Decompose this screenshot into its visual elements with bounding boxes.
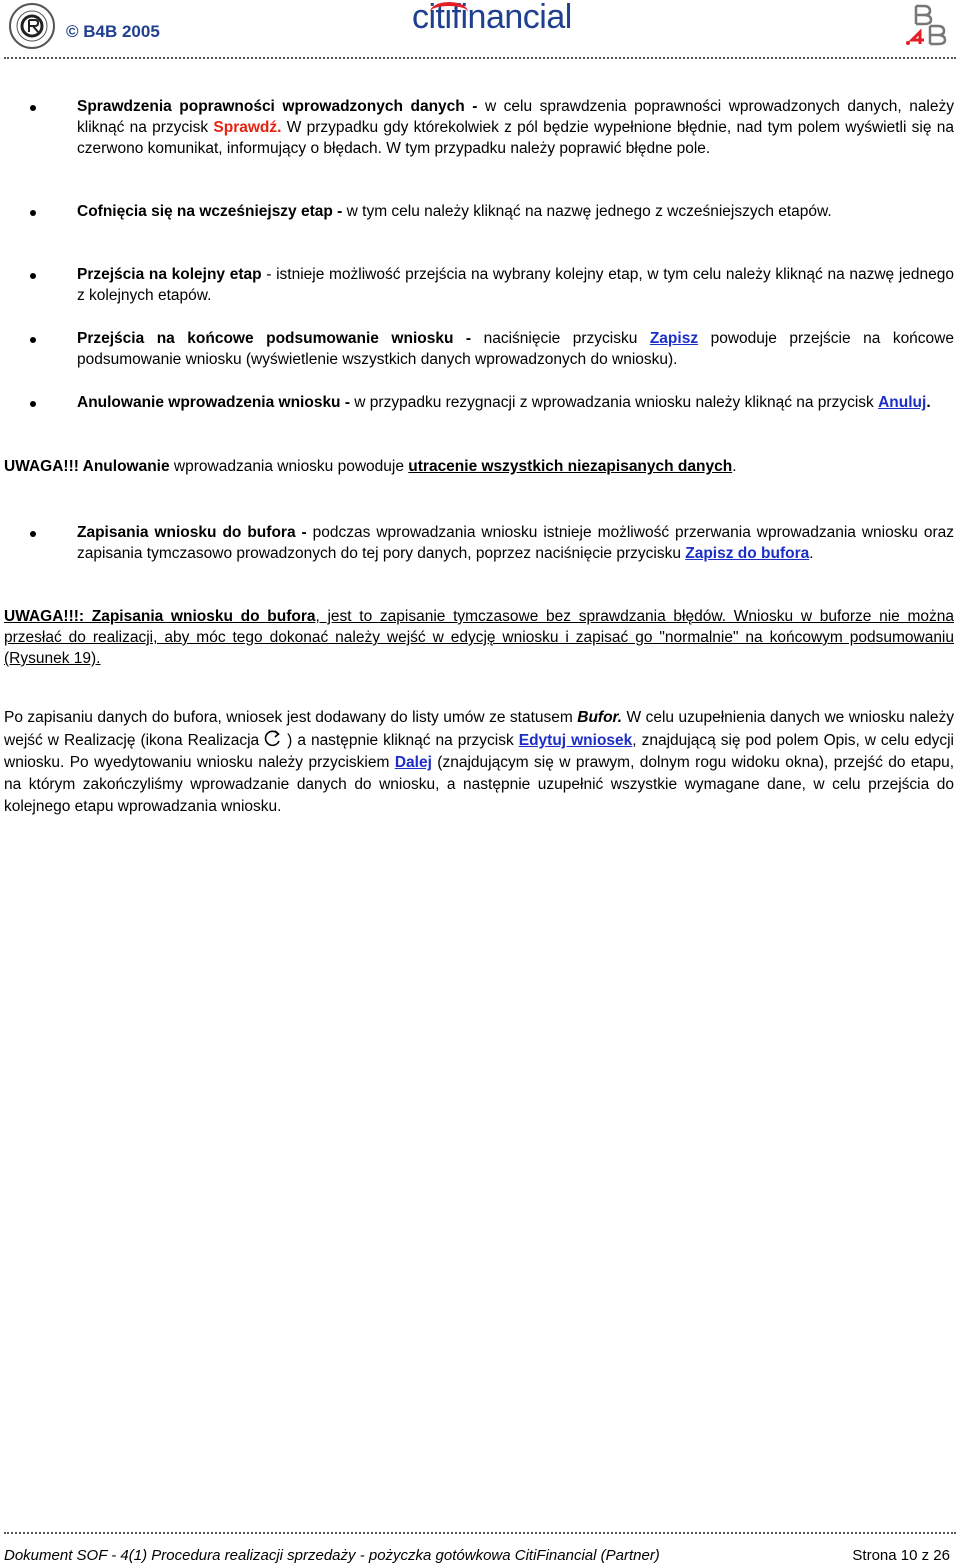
bullet-icon bbox=[30, 337, 36, 343]
list-item: Anulowanie wprowadzenia wniosku - w przypadku rezygnacji z wprowadzania wniosku należy kliknąć na przycisk Anuluj. bbox=[4, 392, 954, 413]
warning-buffer: UWAGA!!!: Zapisania wniosku do bufora, jest to zapisanie tymczasowe bez sprawdzania błędów. Wniosku w buforze nie można przesłać do realizacji, aby móc tego dokonać należy wejść w edycję wniosku i zapisać go "normalnie" na końcowym podsumowaniu (Rysunek 19). bbox=[4, 608, 954, 667]
copyright-label: © B4B 2005 bbox=[66, 22, 160, 41]
anuluj-link[interactable]: Anuluj bbox=[878, 394, 927, 411]
footer-page-number: Strona 10 z 26 bbox=[852, 1547, 950, 1564]
list-item: Cofnięcia się na wcześniejszy etap - w tym celu należy kliknąć na nazwę jednego z wcześniejszych etapów. bbox=[4, 201, 954, 222]
buffer-paragraph: Po zapisaniu danych do bufora, wniosek jest dodawany do listy umów ze statusem Bufor. W celu uzupełnienia danych we wniosku należy wejść w Realizację (ikona Realizacja ) a następnie kliknąć na przycisk Edytuj wniosek, znajdującą się pod polem Opis, w celu edycji wniosku. Po wyedytowaniu wniosku należy przyciskiem Dalej (znajdującym się w prawym, dolnym rogu widoku okna), przejść do etapu, na którym zakończyliśmy wprowadzanie danych do wniosku, a następnie uzupełnić wszystkie wymagane dane, w celu przejścia do kolejnego etapu wprowadzania wniosku. bbox=[4, 709, 954, 815]
zapisz-link[interactable]: Zapisz bbox=[649, 330, 699, 347]
bullet-icon bbox=[30, 401, 36, 407]
footer-document-title: Dokument SOF - 4(1) Procedura realizacji sprzedaży - pożyczka gotówkowa CitiFinancial (Partner) bbox=[4, 1547, 660, 1564]
page-header bbox=[0, 0, 960, 62]
bullet-icon bbox=[30, 210, 36, 216]
list-item: Przejścia na końcowe podsumowanie wniosku - naciśnięcie przycisku Zapisz powoduje przejście na końcowe podsumowanie wniosku (wyświetlenie wszystkich danych wprowadzonych do wniosku). bbox=[4, 328, 954, 370]
header-divider bbox=[4, 57, 956, 59]
b4b-logo-icon bbox=[900, 0, 956, 50]
bullet-icon bbox=[30, 273, 36, 279]
edytuj-wniosek-link[interactable]: Edytuj wniosek bbox=[518, 732, 633, 749]
dalej-link[interactable]: Dalej bbox=[394, 754, 432, 771]
citifinancial-logo: citifinancial bbox=[412, 0, 572, 36]
bullet-icon bbox=[30, 531, 36, 537]
sprawdz-button-ref: Sprawdź. bbox=[213, 119, 282, 136]
footer-divider bbox=[4, 1532, 956, 1534]
warning-cancel: UWAGA!!! Anulowanie wprowadzania wniosku powoduje utracenie wszystkich niezapisanych danych. bbox=[4, 458, 737, 475]
list-item: Zapisania wniosku do bufora - podczas wprowadzania wniosku istnieje możliwość przerwania wprowadzania wniosku oraz zapisania tymczasowo prowadzonych do tej pory danych, poprzez naciśnięcie przycisku Zapisz do bufora. bbox=[4, 522, 954, 564]
list-item: Przejścia na kolejny etap - istnieje możliwość przejścia na wybrany kolejny etap, w tym celu należy kliknąć na nazwę jednego z kolejnych etapów. bbox=[4, 264, 954, 306]
zapisz-do-bufora-link[interactable]: Zapisz do bufora bbox=[685, 545, 810, 562]
list-item: Sprawdzenia poprawności wprowadzonych danych - w celu sprawdzenia poprawności wprowadzonych danych, należy kliknąć na przycisk Sprawdź. W przypadku gdy którekolwiek z pól będzie wypełnione błędnie, nad tym polem wyświetli się na czerwono komunikat, informujący o błędach. W tym przypadku należy poprawić błędne pole. bbox=[4, 96, 954, 159]
quality-seal-icon bbox=[4, 2, 60, 50]
refresh-icon bbox=[263, 729, 283, 749]
bullet-icon bbox=[30, 105, 36, 111]
